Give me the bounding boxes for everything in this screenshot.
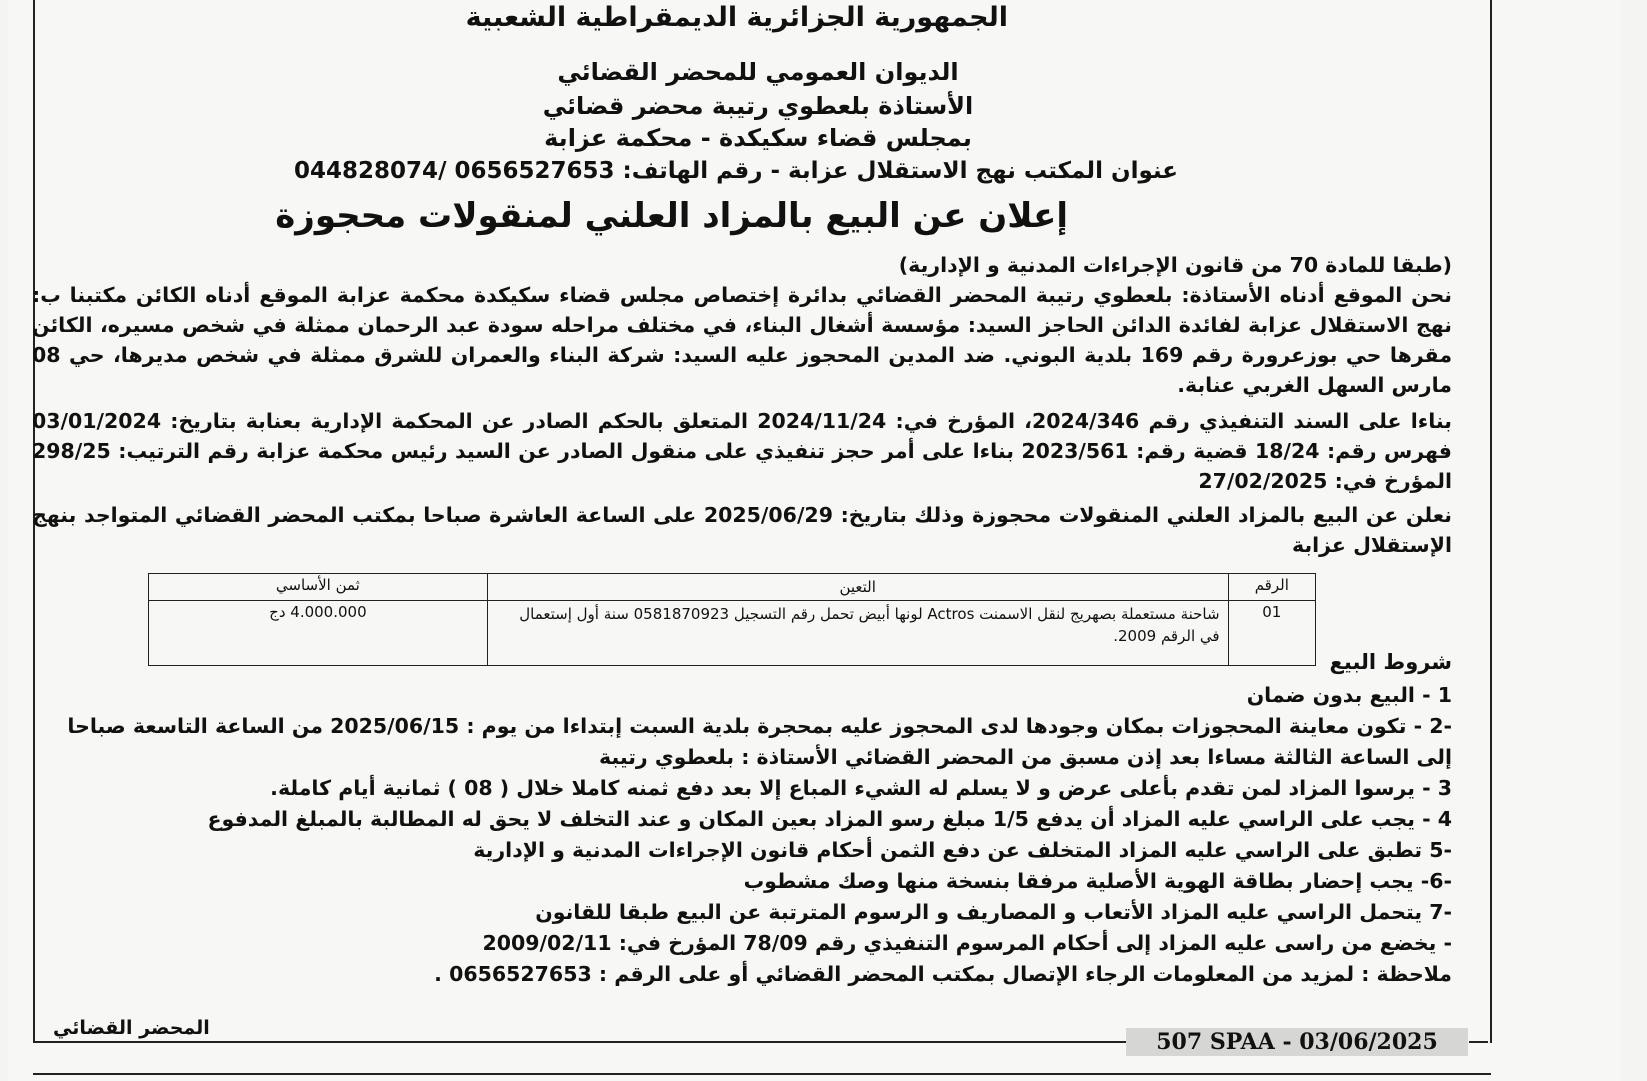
conditions-title: شروط البيع xyxy=(1329,650,1452,674)
condition-item: -5 تطبق على الراسي عليه المزاد المتخلف عن دفع الثمن أحكام قانون الإجراءات المدنية و الإدارية xyxy=(473,838,1452,862)
condition-item: 1 - البيع بدون ضمان xyxy=(1246,683,1452,707)
next-announcement-divider xyxy=(33,1073,1491,1075)
announcement-title: إعلان عن البيع بالمزاد العلني لمنقولات محجوزة xyxy=(275,196,1068,236)
table-header-row xyxy=(149,574,1316,601)
bottom-divider-right xyxy=(1469,1041,1488,1043)
office-heading: الديوان العمومي للمحضر القضائي xyxy=(557,58,959,86)
execution-paragraph: بناءا على السند التنفيذي رقم 2024/346، المؤرخ في: 2024/11/24 المتعلق بالحكم الصادر عن المحكمة الإدارية بعنابة بتاريخ: 03/01/2024 فهرس رقم: 18/24 قضية رقم: 2023/561 بناءا على أمر حجز تنفيذي على منقول الصادر عن السيد رئيس محكمة عزابة رقم الترتيب: 298/25 المؤرخ في: 27/02/2025 xyxy=(32,409,1452,493)
sale-items-table xyxy=(148,573,1316,666)
condition-item: -2 - تكون معاينة المحجوزات بمكان وجودها لدى المحجوز عليه بمحجرة بلدية السبت إبتداءا من يوم : 2025/06/15 من الساعة التاسعة صباحا إلى الساعة الثالثة مساءا بعد إذن مسبق من المحضر القضائي الأستاذة : بلعطوي رتيبة xyxy=(67,714,1452,769)
item-description: شاحنة مستعملة بصهريج لنقل الاسمنت Actros لونها أبيض تحمل رقم التسجيل 0581870923 سنة أول إستعمال في الرقم 2009. xyxy=(487,601,1228,666)
item-number: 01 xyxy=(1228,601,1315,666)
item-base-price: 4.000.000 دج xyxy=(149,601,488,666)
header-base-price: ثمن الأساسي xyxy=(149,574,488,601)
court-heading: بمجلس قضاء سكيكدة - محكمة عزابة xyxy=(544,124,972,152)
header-description: التعين xyxy=(487,574,1228,601)
republic-heading: الجمهورية الجزائرية الديمقراطية الشعبية xyxy=(465,2,1008,33)
condition-item: 4 - يجب على الراسي عليه المزاد أن يدفع 1/5 مبلغ رسو المزاد بعين المكان و عند التخلف لا يحق له المطالبة بالمبلغ المدفوع xyxy=(207,807,1452,831)
conditions-list xyxy=(32,680,1452,990)
header-number: الرقم xyxy=(1228,574,1315,601)
condition-item: -6- يجب إحضار بطاقة الهوية الأصلية مرفقا بنسخة منها وصك مشطوب xyxy=(743,869,1452,893)
condition-item: - يخضع من راسى عليه المزاد إلى أحكام المرسوم التنفيذي رقم 78/09 المؤرخ في: 2009/02/11 xyxy=(482,931,1452,955)
bailiff-name: الأستاذة بلعطوي رتيبة محضر قضائي xyxy=(542,92,974,120)
intro-paragraph: نحن الموقع أدناه الأستاذة: بلعطوي رتيبة المحضر القضائي بدائرة إختصاص مجلس قضاء سكيكدة محكمة عزابة الموقع أدناه الكائن مكتبنا ب: نهج الاستقلال عزابة لفائدة الدائن الحاجز السيد: مؤسسة أشغال البناء، في مختلف مراحله سودة عبد الرحمان ممثلة في شخص مسيره، الكائن مقرها حي بوزعرورة رقم 169 بلدية البوني. ضد المدين المحجوز عليه السيد: شركة البناء والعمران للشرق ممثلة في شخص مديرها، حي 08 مارس السهل الغربي عنابة. xyxy=(32,283,1453,397)
table-row xyxy=(149,601,1316,666)
sale-announcement: نعلن عن البيع بالمزاد العلني المنقولات محجوزة وذلك بتاريخ: 2025/06/29 على الساعة العاشرة صباحا بمكتب المحضر القضائي المتواجد بنهج الإستقلال عزابة xyxy=(32,503,1453,557)
condition-item: 3 - يرسوا المزاد لمن تقدم بأعلى عرض و لا يسلم له الشيء المباع إلا بعد دفع ثمنه كاملا خلال ( 08 ) ثمانية أيام كاملة. xyxy=(270,776,1452,800)
signature-label: المحضر القضائي xyxy=(53,1017,210,1039)
publication-reference: 507 SPAA - 03/06/2025 xyxy=(1126,1028,1468,1056)
note-line: ملاحظة : لمزيد من المعلومات الرجاء الإتصال بمكتب المحضر القضائي أو على الرقم : 0656527653 . xyxy=(434,962,1452,986)
legal-basis: (طبقا للمادة 70 من قانون الإجراءات المدنية و الإدارية) xyxy=(898,253,1452,277)
newspaper-page xyxy=(8,0,1620,1081)
bottom-divider xyxy=(33,1041,1126,1043)
condition-item: -7 يتحمل الراسي عليه المزاد الأتعاب و المصاريف و الرسوم المترتبة عن البيع طبقا للقانون xyxy=(535,900,1452,924)
office-address: عنوان المكتب نهج الاستقلال عزابة - رقم الهاتف: 0656527653 /044828074 xyxy=(294,158,1178,184)
